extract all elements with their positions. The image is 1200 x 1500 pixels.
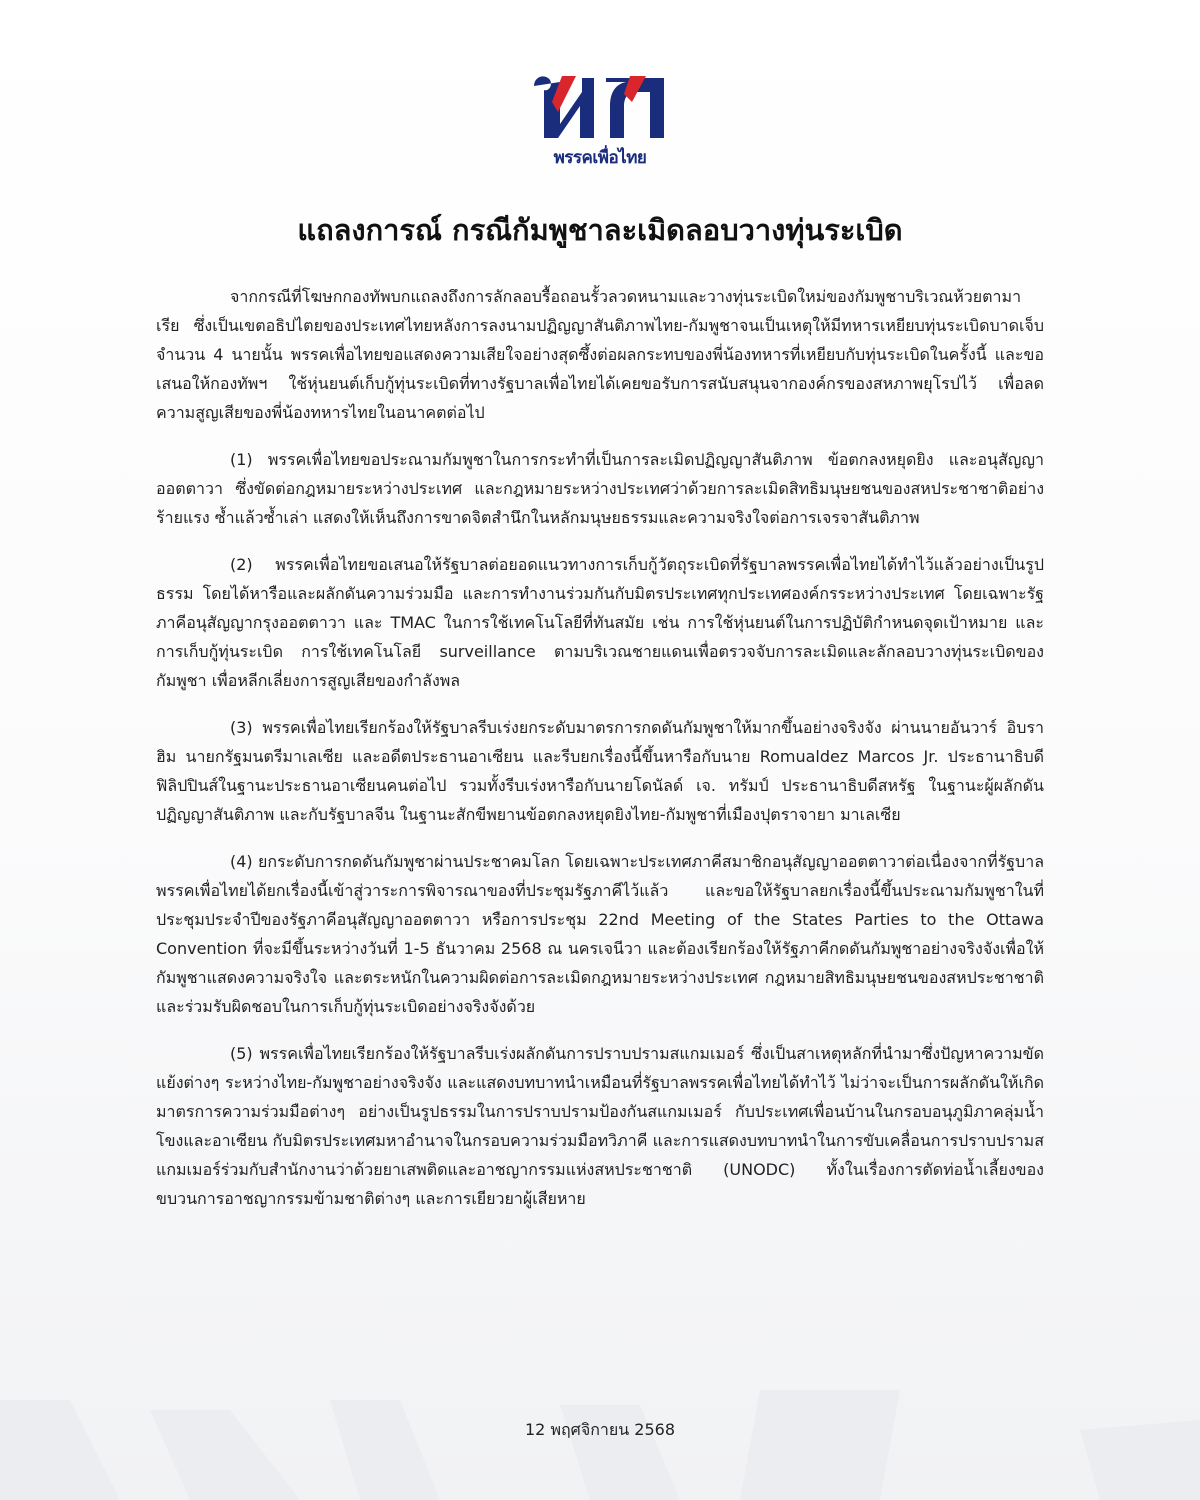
point-5-paragraph: (5) พรรคเพื่อไทยเรียกร้องให้รัฐบาลรีบเร่งผลักดันการปราบปรามสแกมเมอร์ ซึ่งเป็นสาเหตุหลักที่นำมาซึ่งปัญหาความขัดแย้งต่างๆ ระหว่างไทย-กัมพูชาอย่างจริงจัง และแสดงบทบาทนำเหมือนที่รัฐบาลพรรคเพื่อไทยได้ทำไว้ ไม่ว่าจะเป็นการผลักดันให้เกิดมาตรการความร่วมมือต่างๆ อย่างเป็นรูปธรรมในการปราบปรามป้องกันสแกมเมอร์ กับประเทศเพื่อนบ้านในกรอบอนุภูมิภาคลุ่มน้ำโขงและอาเซียน กับมิตรประเทศมหาอำนาจในกรอบความร่วมมือทวิภาคี และการแสดงบทบาทนำในการขับเคลื่อนการปราบปรามสแกมเมอร์ร่วมกับสำนักงานว่าด้วยยาเสพติดและอาชญากรรมแห่งสหประชาชาติ (UNODC) ทั้งในเรื่องการตัดท่อน้ำเลี้ยงของขบวนการอาชญากรรมข้ามชาติต่างๆ และการเยียวยาผู้เสียหาย [156, 1044, 1044, 1208]
party-logo [528, 72, 672, 172]
point-1-paragraph: (1) พรรคเพื่อไทยขอประณามกัมพูชาในการกระทำที่เป็นการละเมิดปฏิญญาสันติภาพ ข้อตกลงหยุดยิง และอนุสัญญาออตตาวา ซึ่งขัดต่อกฎหมายระหว่างประเทศ และกฎหมายระหว่างประเทศว่าด้วยการละเมิดสิทธิมนุษยชนของสหประชาชาติอย่างร้ายแรง ซ้ำแล้วซ้ำเล่า แสดงให้เห็นถึงการขาดจิตสำนึกในหลักมนุษยธรรมและความจริงใจต่อการเจรจาสันติภาพ [156, 450, 1044, 527]
point-3-paragraph: (3) พรรคเพื่อไทยเรียกร้องให้รัฐบาลรีบเร่งยกระดับมาตรการกดดันกัมพูชาให้มากขึ้นอย่างจริงจัง ผ่านนายอันวาร์ อิบราฮิม นายกรัฐมนตรีมาเลเซีย และอดีตประธานอาเซียน และรีบยกเรื่องนี้ขึ้นหารือกับนาย Romualdez Marcos Jr. ประธานาธิบดีฟิลิปปินส์ในฐานะประธานอาเซียนคนต่อไป รวมทั้งรีบเร่งหารือกับนายโดนัลด์ เจ. ทรัมป์ ประธานาธิบดีสหรัฐ ในฐานะผู้ผลักดันปฏิญญาสันติภาพ และกับรัฐบาลจีน ในฐานะสักขีพยานข้อตกลงหยุดยิงไทย-กัมพูชาที่เมืองปุตราจายา มาเลเซีย [156, 718, 1044, 824]
intro-paragraph: จากกรณีที่โฆษกกองทัพบกแถลงถึงการลักลอบรื้อถอนรั้วลวดหนามและวางทุ่นระเบิดใหม่ของกัมพูชาบริเวณห้วยตามาเรีย ซึ่งเป็นเขตอธิปไตยของประเทศไทยหลังการลงนามปฏิญญาสันติภาพไทย-กัมพูชาจนเป็นเหตุให้มีทหารเหยียบทุ่นระเบิดบาดเจ็บจำนวน 4 นายนั้น พรรคเพื่อไทยขอแสดงความเสียใจอย่างสุดซึ้งต่อผลกระทบของพี่น้องทหารที่เหยียบกับทุ่นระเบิดในครั้งนี้ และขอเสนอให้กองทัพฯ ใช้หุ่นยนต์เก็บกู้ทุ่นระเบิดที่ทางรัฐบาลเพื่อไทยได้เคยขอรับการสนับสนุนจากองค์กรของสหภาพยุโรปไว้ เพื่อลดความสูญเสียของพี่น้องทหารไทยในอนาคตต่อไป [156, 287, 1044, 422]
point-2-paragraph: (2) พรรคเพื่อไทยขอเสนอให้รัฐบาลต่อยอดแนวทางการเก็บกู้วัตถุระเบิดที่รัฐบาลพรรคเพื่อไทยได้ทำไว้แล้วอย่างเป็นรูปธรรม โดยได้หารือและผลักดันความร่วมมือ และการทำงานร่วมกันกับมิตรประเทศทุกประเทศองค์กรระหว่างประเทศ โดยเฉพาะรัฐภาคีอนุสัญญากรุงออตตาวา และ TMAC ในการใช้เทคโนโลยีที่ทันสมัย เช่น การใช้หุ่นยนต์ในการปฏิบัติกำหนดจุดเป้าหมาย และการเก็บกู้ทุ่นระเบิด การใช้เทคโนโลยี surveillance ตามบริเวณชายแดนเพื่อตรวจจับการละเมิดและลักลอบวางทุ่นระเบิดของกัมพูชา เพื่อหลีกเลี่ยงการสูญเสียของกำลังพล [156, 555, 1044, 690]
statement-title: แถลงการณ์ กรณีกัมพูชาละเมิดลอบวางทุ่นระเบิด [297, 213, 903, 247]
statement-date: 12 พฤศจิกายน 2568 [525, 1420, 675, 1439]
statement-body [156, 282, 1044, 1231]
party-logo-mark [528, 72, 672, 142]
party-logo-text: พรรคเพื่อไทย [553, 148, 647, 168]
point-4-paragraph: (4) ยกระดับการกดดันกัมพูชาผ่านประชาคมโลก โดยเฉพาะประเทศภาคีสมาชิกอนุสัญญาออตตาวาต่อเนื่องจากที่รัฐบาลพรรคเพื่อไทยได้ยกเรื่องนี้เข้าสู่วาระการพิจารณาของที่ประชุมรัฐภาคีไว้แล้ว และขอให้รัฐบาลยกเรื่องนี้ขึ้นประณามกัมพูชาในที่ประชุมประจำปีของรัฐภาคีอนุสัญญาออตตาวา หรือการประชุม 22nd Meeting of the States Parties to the Ottawa Convention ที่จะมีขึ้นระหว่างวันที่ 1-5 ธันวาคม 2568 ณ นครเจนีวา และต้องเรียกร้องให้รัฐภาคีกดดันกัมพูชาอย่างจริงจังเพื่อให้กัมพูชาแสดงความจริงใจ และตระหนักในความผิดต่อการละเมิดกฎหมายระหว่างประเทศ กฎหมายสิทธิมนุษยชนของสหประชาชาติ และร่วมรับผิดชอบในการเก็บกู้ทุ่นระเบิดอย่างจริงจังด้วย [156, 852, 1044, 1016]
